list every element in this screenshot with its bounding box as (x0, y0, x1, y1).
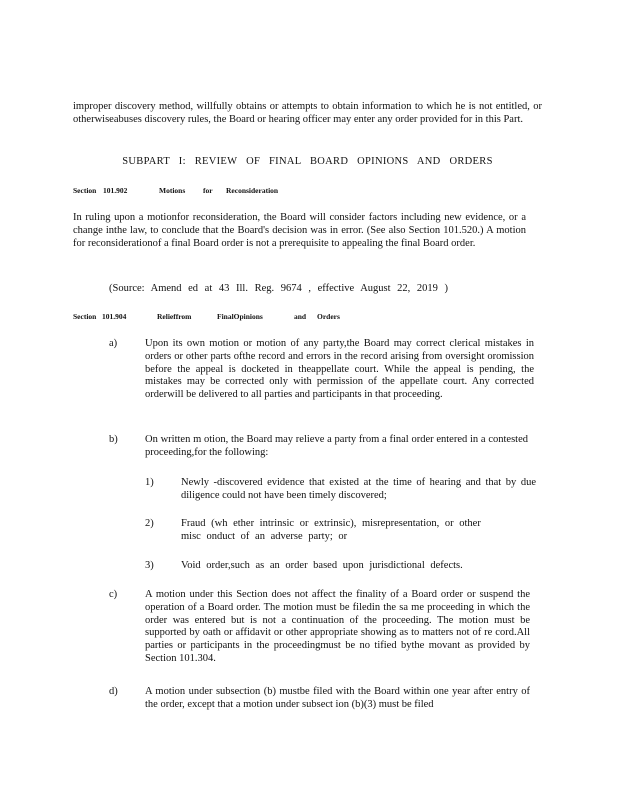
section-title-part: and (294, 312, 307, 321)
section-title-part: Motions (159, 186, 186, 195)
section-heading-101-904 (73, 312, 373, 322)
subitem-1-text: Newly -discovered evidence that existed at the time of hearing and that by due diligence could not have been timely discovered; (181, 477, 536, 501)
subitem-label: 2) (145, 518, 154, 529)
section-label: Section (73, 312, 97, 321)
section-title-part: Relieffrom (157, 312, 192, 321)
subpart-heading: SUBPART I: REVIEW OF FINAL BOARD OPINIONS AND ORDERS (122, 156, 493, 167)
section-title-part: for (203, 186, 213, 195)
item-label: b) (109, 434, 118, 445)
section-heading-101-902 (73, 186, 373, 196)
section-101-902-body: In ruling upon a motionfor reconsideration, the Board will consider factors including new evidence, or a change inthe law, to conclude that the Board's decision was in error. (See also Section 101.520.) A motion for reconsiderationof a final Board order is not a prerequisite to appealing the final Board order. (73, 212, 526, 249)
section-title-part: Reconsideration (226, 186, 279, 195)
item-label: c) (109, 589, 118, 600)
item-a-text: Upon its own motion or motion of any party,the Board may correct clerical mistakes in orders or other parts ofthe record and errors in the record arising from oversight oromission before the appeal is docketed in theappellate court. While the appeal is pending, the mistakes may be corrected only with permission of the appellate court. Any corrected orderwill be delivered to all parties and participants in that proceeding. (145, 338, 534, 401)
item-d-text: A motion under subsection (b) mustbe filed with the Board within one year after entry of the order, except that a motion under subsect ion (b)(3) must be filed (145, 686, 530, 710)
source-note: (Source: Amend ed at 43 Ill. Reg. 9674 , effective August 22, 2019 ) (109, 283, 449, 294)
subitem-2-text: Fraud (wh ether intrinsic or extrinsic), misrepresentation, or other misc onduct of an adverse party; or (181, 518, 481, 542)
item-c-text: A motion under this Section does not affect the finality of a Board order or suspend the operation of a Board order. The motion must be filedin the sa me proceeding in which the order was entered but is not a continuation of the proceeding. The motion must be supported by oath or affidavit or other appropriate showing as to matters not of re cord.All parties or participants in the proceedingmust be no tified bythe movant as provided by Section 101.304. (145, 589, 530, 664)
subitem-3-text: Void order,such as an order based upon jurisdictional defects. (181, 560, 463, 571)
item-label: d) (109, 686, 118, 697)
item-label: a) (109, 338, 118, 349)
section-number: 101.902 (103, 186, 128, 195)
section-label: Section (73, 186, 97, 195)
section-title-part: Orders (317, 312, 340, 321)
intro-paragraph: improper discovery method, willfully obtains or attempts to obtain information to which he is not entitled, or otherwiseabuses discovery rules, the Board or hearing officer may enter any order provided for in this Part. (73, 101, 542, 125)
item-b-text: On written m otion, the Board may relieve a party from a final order entered in a contested proceeding,for the following: (145, 434, 528, 458)
subitem-label: 3) (145, 560, 154, 571)
section-number: 101.904 (102, 312, 127, 321)
subitem-label: 1) (145, 477, 154, 488)
section-title-part: FinalOpinions (217, 312, 263, 321)
